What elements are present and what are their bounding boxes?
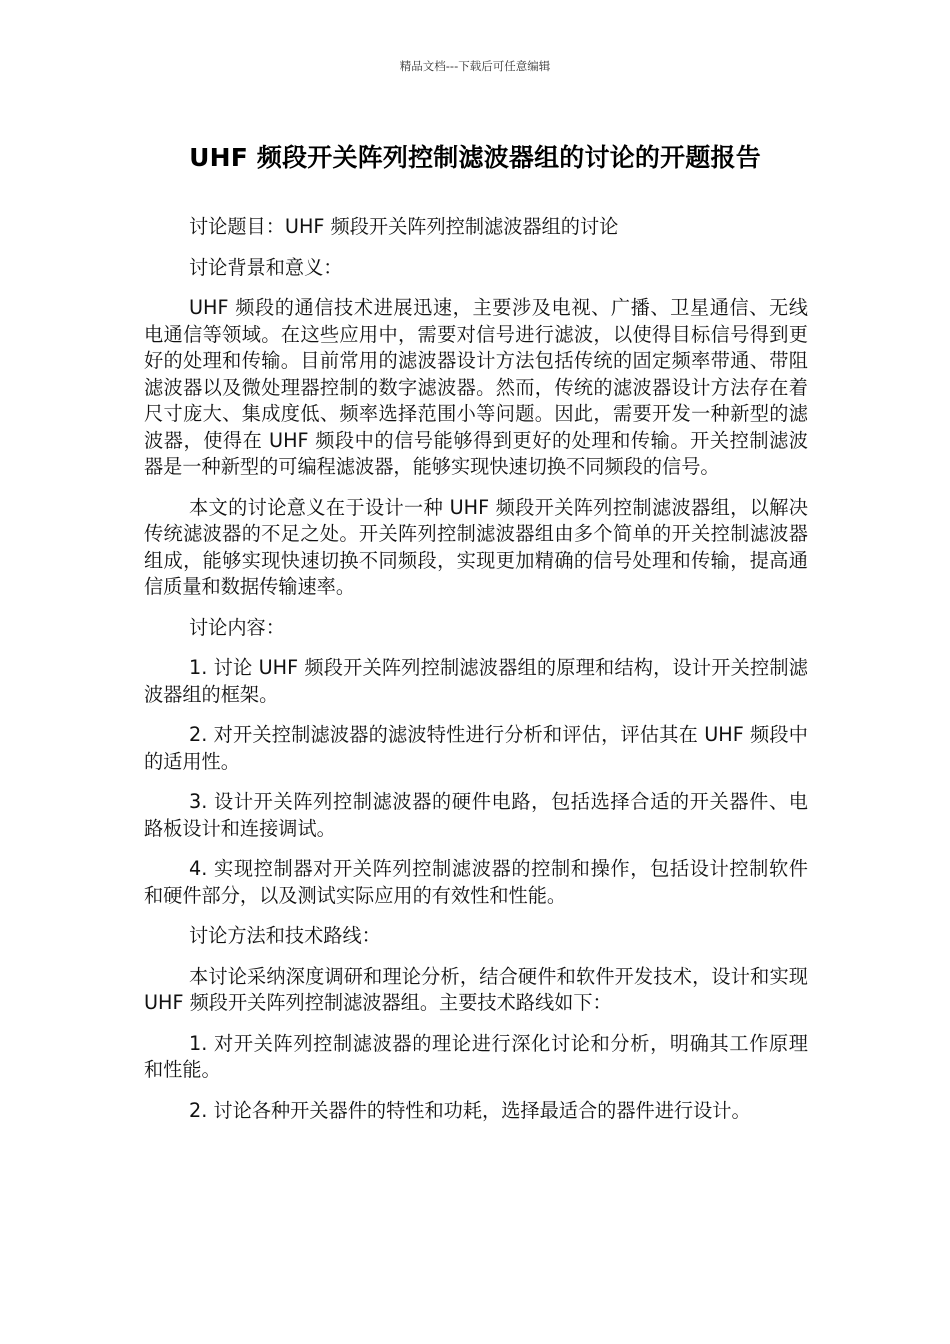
paragraph-content-heading: 讨论内容： [189,615,285,639]
paragraph-topic: 讨论题目：UHF 频段开关阵列控制滤波器组的讨论 [189,215,619,238]
document-body [144,214,808,1138]
paragraph-content-item-2: 2. 对开关控制滤波器的滤波特性进行分析和评估，评估其在 UHF 频段中的适用性。 [144,723,808,773]
paragraph-content-item-3: 3. 设计开关阵列控制滤波器的硬件电路，包括选择合适的开关器件、电路板设计和连接调试。 [144,790,808,840]
paragraph-background: UHF 频段的通信技术进展迅速，主要涉及电视、广播、卫星通信、无线电通信等领域。在这些应用中，需要对信号进行滤波，以使得目标信号得到更好的处理和传输。目前常用的滤波器设计方法包括传统的固定频率带通、带阻滤波器以及微处理器控制的数字滤波器。然而，传统的滤波器设计方法存在着尺寸庞大、集成度低、频率选择范围小等问题。因此，需要开发一种新型的滤波器，使得在 UHF 频段中的信号能够得到更好的处理和传输。开关控制滤波器是一种新型的可编程滤波器，能够实现快速切换不同频段的信号。 [144,296,808,478]
document-title: UHF 频段开关阵列控制滤波器组的讨论的开题报告 [189,143,761,172]
paragraph-route-item-2: 2. 讨论各种开关器件的特性和功耗，选择最适合的器件进行设计。 [189,1098,751,1122]
paragraph-method-heading: 讨论方法和技术路线： [189,924,381,947]
page-header: 精品文档---下载后可任意编辑 [399,59,551,73]
paragraph-background-heading: 讨论背景和意义： [189,255,343,279]
paragraph-significance: 本文的讨论意义在于设计一种 UHF 频段开关阵列控制滤波器组，以解决传统滤波器的不足之处。开关阵列控制滤波器组由多个简单的开关控制滤波器组成，能够实现快速切换不同频段，实现更加精确的信号处理和传输，提高通信质量和数据传输速率。 [144,495,808,598]
paragraph-content-item-1: 1. 讨论 UHF 频段开关阵列控制滤波器组的原理和结构，设计开关控制滤波器组的框架。 [144,656,808,706]
paragraph-route-item-1: 1. 对开关阵列控制滤波器的理论进行深化讨论和分析，明确其工作原理和性能。 [144,1031,808,1081]
paragraph-content-item-4: 4. 实现控制器对开关阵列控制滤波器的控制和操作，包括设计控制软件和硬件部分，以及测试实际应用的有效性和性能。 [144,857,808,907]
paragraph-method: 本讨论采纳深度调研和理论分析，结合硬件和软件开发技术，设计和实现 UHF 频段开关阵列控制滤波器组。主要技术路线如下： [144,964,808,1014]
